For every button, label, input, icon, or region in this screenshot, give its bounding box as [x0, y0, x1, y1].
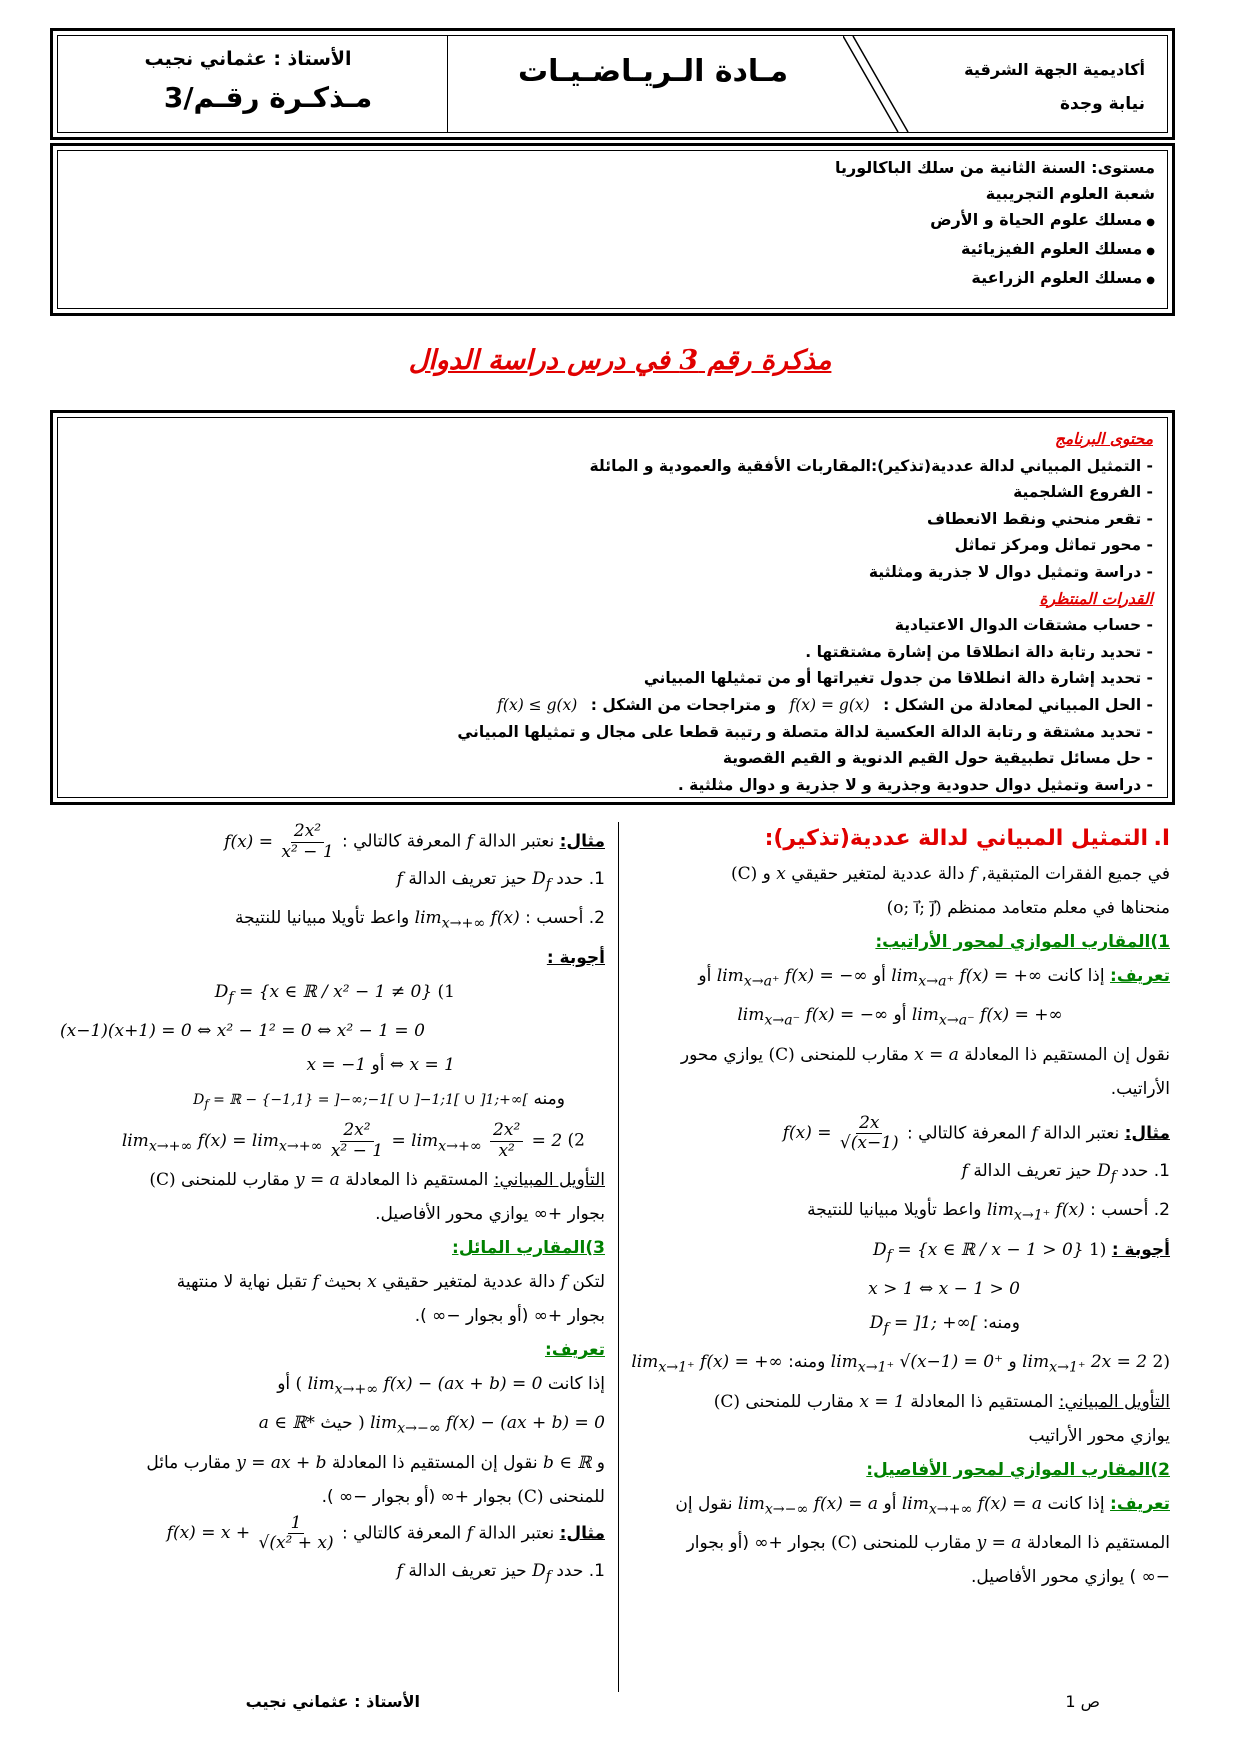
answers-heading: أجوبة : — [546, 947, 605, 968]
program-box — [50, 410, 1175, 805]
question-line: 2. أحسب : $\lim_{x\to 1^+} f(x)$ واعط تأويلا مبيانيا للنتيجة — [807, 1200, 1170, 1224]
equation-form: f(x) = g(x) — [789, 695, 870, 714]
track-item: ● مسلك علوم الحياة و الأرض — [70, 207, 1155, 236]
interpretation-line: بجوار +∞ يوازي محور الأفاصيل. — [375, 1204, 605, 1224]
section-heading: I. التمثيل المبياني لدالة عددية(تذكير): — [764, 826, 1170, 851]
answer-line: 2) $\lim_{x\to 1^+} 2x = 2$ و $\lim_{x\to 1^+} √(x-1) = 0^+$ ومنه: $\lim_{x\to 1^+} f(x)$ = +∞ — [631, 1352, 1170, 1376]
answer-line: (1 $D_f = \{x$ ∈ ℝ / x² − 1 ≠ 0} — [214, 981, 455, 1006]
definition-line: للمنحنى (C) بجوار +∞ (أو بجوار −∞ ). — [321, 1486, 605, 1507]
definition-line: −∞ ) يوازي محور الأفاصيل. — [970, 1567, 1170, 1588]
definition-line: نقول إن المستقيم ذا المعادلة x = a مقارب للمنحنى (C) يوازي محور الأراتيب. — [680, 1044, 1170, 1099]
subsection-heading: 1)المقارب الموازي لمحور الأراتيب: — [875, 932, 1170, 952]
page-number: ص 1 — [1065, 1692, 1100, 1711]
track-item: ● مسلك العلوم الزراعية — [70, 265, 1155, 294]
inequality-form: f(x) ≤ g(x) — [497, 695, 578, 714]
teacher-cell — [58, 36, 448, 132]
footer-teacher: الأستاذ : عثماني نجيب — [245, 1692, 420, 1711]
ability-item: - تحديد مشتقة و رتابة الدالة العكسية لدالة متصلة و رتيبة قطعا على مجال و تمثيلها المبياني — [72, 719, 1153, 746]
left-column — [60, 822, 605, 1593]
level-box — [50, 143, 1175, 316]
ability-item: - دراسة وتمثيل دوال حدودية وجذرية و لا جذرية و دوال مثلثية . — [72, 772, 1153, 799]
definition-heading: تعريف: — [545, 1340, 605, 1360]
academy-name: أكاديمية الجهة الشرقية — [964, 60, 1145, 79]
interpretation-line: التأويل المبياني: المستقيم ذا المعادلة y = a مقارب للمنحنى (C) — [149, 1170, 605, 1190]
definition-line: $\lim_{x\to-\infty} f(x) - (ax + b) = 0$ ) حيث a ∈ ℝ* — [258, 1413, 605, 1437]
interpretation-line: يوازي محور الأراتيب — [1028, 1425, 1170, 1446]
program-content-heading: محتوى البرنامج — [1054, 430, 1153, 448]
ability-item: - تحديد إشارة دالة انطلاقا من جدول تغيراتها أو من تمثيلها المبياني — [72, 665, 1153, 692]
definition-line: إذا كانت $\lim_{x\to+\infty} f(x) - (ax + b) = 0$ ( أو — [277, 1374, 605, 1398]
branch-line: شعبة العلوم التجريبية — [985, 184, 1155, 203]
question-line: 2. أحسب : $\lim_{x\to+\infty} f(x)$ واعط تأويلا مبيانيا للنتيجة — [234, 908, 605, 932]
ability-item-equations: - الحل المبياني لمعادلة من الشكل : f(x) = g(x) و متراجحات من الشكل : f(x) ≤ g(x) — [72, 692, 1153, 719]
intro-line: منحناها في معلم متعامد ممنظم (o; i⃗; j⃗) — [886, 898, 1170, 918]
question-line: 1. حدد $D_f$ حيز تعريف الدالة f — [961, 1160, 1170, 1185]
answer-line: ومنه: $D_f = ]1$; +∞[ — [869, 1313, 1020, 1337]
answer-line: ومنه $D_f$ = ℝ − {−1,1} = ]−∞;−1[ ∪ ]−1;1[ ∪ ]1;+∞[ — [193, 1089, 565, 1112]
subsection-heading: 2)المقارب الموازي لمحور الأفاصيل: — [866, 1459, 1170, 1480]
example-line: مثال: نعتبر الدالة f المعرفة كالتالي : f(x) = x + $\frac{1}{\text{√(x² + x)}}$ — [166, 1512, 605, 1554]
answer-line: (x−1)(x+1) = 0 ⇔ x² − 1² = 0 ⇔ x² − 1 = 0 — [60, 1021, 425, 1042]
example-line: مثال: نعتبر الدالة f المعرفة كالتالي : f(x) = $\frac{2x}{√(x-1)}$ — [782, 1112, 1170, 1154]
teacher-name: الأستاذ : عثماني نجيب — [144, 48, 352, 70]
abilities-heading: القدرات المنتظرة — [1039, 589, 1153, 608]
ability-item: - حل مسائل تطبيقية حول القيم الدنوية و القيم القصوية — [72, 745, 1153, 772]
level-line: مستوى: السنة الثانية من سلك الباكالوريا — [834, 158, 1155, 177]
definition-line: تعريف: إذا كانت $\lim_{x\to+\infty} f(x) = a$ أو $\lim_{x\to-\infty} f(x) = a$ نقول إن — [675, 1493, 1170, 1518]
program-item: - محور تماثل ومركز تماثل — [72, 532, 1153, 559]
answer-line: (2 $\lim_{x\to+\infty} f(x) = \lim_{x\to+\infty}$ $\frac{\text{2x²}}{\text{x² − 1}}$ = $\lim_{x\to+\infty}$ $\frac{\text{2x²}}{\text{x²}}$ = 2 — [121, 1120, 585, 1161]
definition-line: المستقيم ذا المعادلة y = a مقارب للمنحنى (C) بجوار +∞ (أو بجوار — [686, 1533, 1170, 1554]
column-divider — [618, 822, 619, 1692]
oblique-line: لتكن f دالة عددية لمتغير حقيقي x بحيث f تقبل نهاية لا منتهية — [176, 1272, 605, 1292]
example-line: مثال: نعتبر الدالة f المعرفة كالتالي : f(x) = $\frac{\text{2x²}}{\text{x² − 1}}$ — [224, 821, 605, 862]
oblique-line: بجوار +∞ (أو بجوار −∞ ). — [414, 1306, 605, 1326]
directorate-name: نيابة وجدة — [1060, 94, 1145, 114]
program-item: - دراسة وتمثيل دوال لا جذرية ومثلثية — [72, 559, 1153, 586]
question-line: 1. حدد $D_f$ حيز تعريف الدالة f — [396, 1560, 605, 1585]
program-item: - التمثيل المبياني لدالة عددية(تذكير):المقاربات الأفقية والعمودية و المائلة — [72, 453, 1153, 480]
answer-line: x > 1 ⇔ x − 1 > 0 — [868, 1279, 1020, 1300]
program-item: - تقعر منحني ونقط الانعطاف — [72, 506, 1153, 533]
answer-line: أجوبة : 1) $D_f = \{x$ ∈ ℝ / x − 1 > 0} — [873, 1239, 1170, 1264]
header-box — [50, 28, 1175, 140]
definition-line: تعريف: إذا كانت $\lim_{x\to a^+} f(x)$ = +∞ أو $\lim_{x\to a^+} f(x)$ = −∞ أو — [698, 966, 1170, 990]
lesson-title: مذكرة رقم 3 في درس دراسة الدوال — [408, 345, 832, 376]
right-column — [630, 822, 1170, 1594]
definition-line: $\lim_{x\to a^-} f(x)$ = +∞ أو $\lim_{x\to a^-} f(x)$ = −∞ — [737, 1005, 1063, 1029]
intro-line: في جميع الفقرات المتبقية, f دالة عددية لمتغير حقيقي x و (C) — [730, 864, 1170, 884]
subsection-heading: 3)المقارب المائل: — [452, 1238, 605, 1258]
question-line: 1. حدد $D_f$ حيز تعريف الدالة f — [396, 869, 605, 893]
track-item: ● مسلك العلوم الفيزيائية — [70, 236, 1155, 265]
memo-number: مـذكـرة رقـم/3 — [163, 81, 373, 114]
definition-line: و b ∈ ℝ نقول إن المستقيم ذا المعادلة y = ax + b مقارب مائل — [146, 1452, 605, 1473]
header-divider-slash — [843, 36, 923, 132]
interpretation-line: التأويل المبياني: المستقيم ذا المعادلة x = 1 مقارب للمنحنى (C) — [713, 1391, 1170, 1412]
subject-title: مـادة الـريـاضـيـات — [517, 54, 789, 89]
answer-line: ⇔ x = 1 أو x = −1 — [306, 1055, 455, 1076]
program-item: - الفروع الشلجمية — [72, 479, 1153, 506]
ability-item: - حساب مشتقات الدوال الاعتيادية — [72, 612, 1153, 639]
ability-item: - تحديد رتابة دالة انطلاقا من إشارة مشتقتها . — [72, 639, 1153, 666]
